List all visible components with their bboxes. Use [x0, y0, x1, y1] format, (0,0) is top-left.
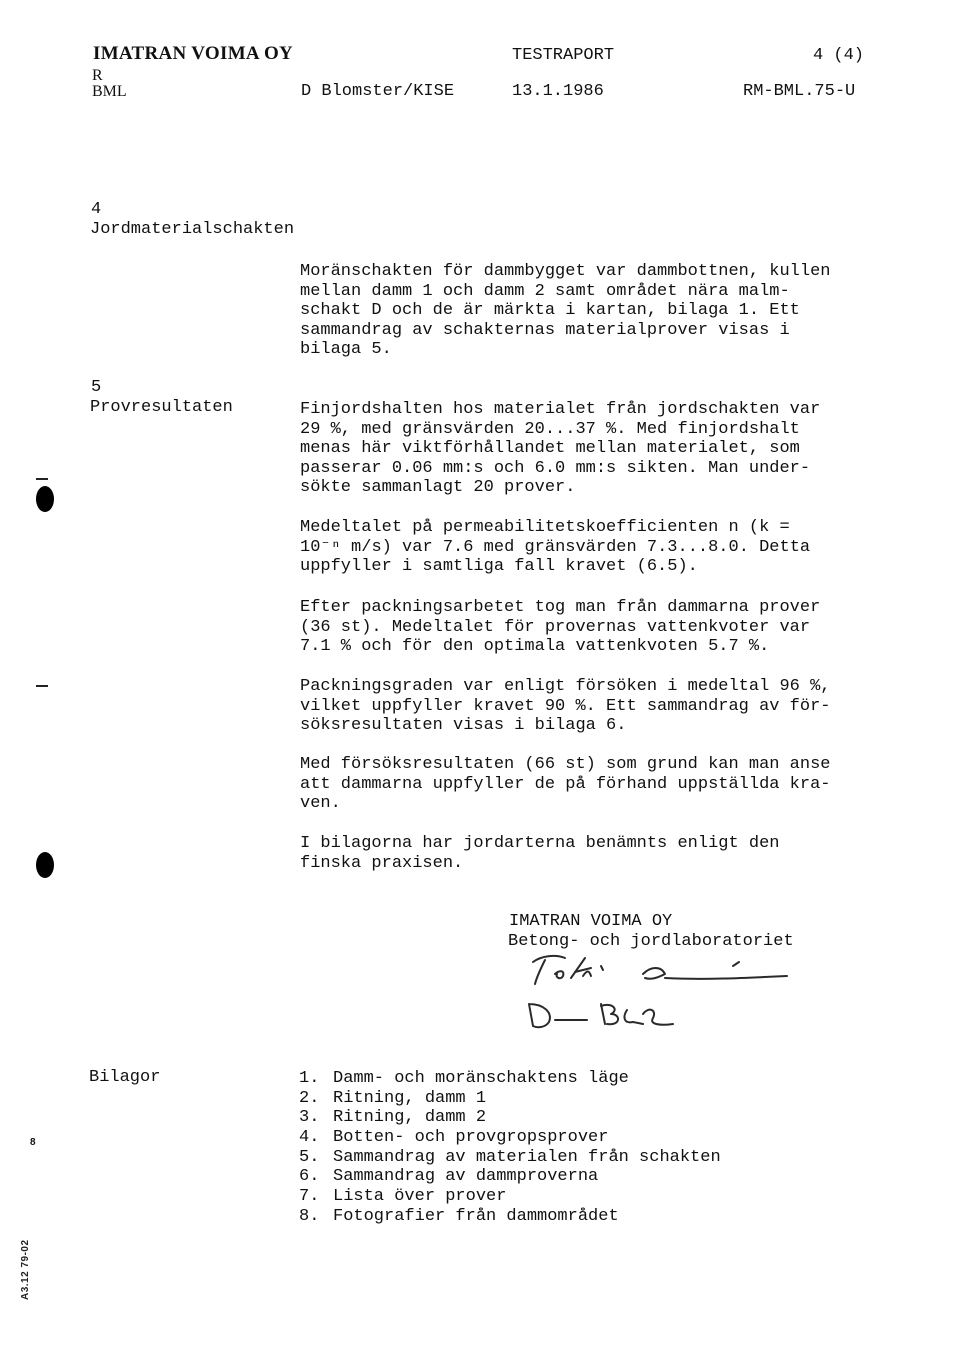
document-type: TESTRAPORT [512, 46, 615, 65]
form-code: A3.12 79-02 [20, 1239, 31, 1300]
section-5-paragraph-1: Finjordshalten hos materialet från jordschakten var 29 %, med gränsvärden 20...37 %. Med finjordshalt menas här viktförhållandet mellan materialet, som passerar 0.06 mm:s och 6.0 mm:s sikten. Man under- sökte sammanlagt 20 prover. [300, 400, 821, 498]
report-number: RM-BML.75-U [743, 82, 856, 101]
appendices-label: Bilagor [89, 1068, 161, 1087]
section-5-title: Provresultaten [90, 398, 233, 417]
list-item: 5. Sammandrag av materialen från schakten [299, 1147, 721, 1167]
list-item: 2. Ritning, damm 1 [299, 1088, 487, 1108]
section-5-number: 5 [91, 378, 102, 397]
punch-hole-icon [36, 852, 54, 878]
section-5-paragraph-5: Med försöksresultaten (66 st) som grund kan man anse att dammarna uppfyller de på förhand uppställda kra- ven. [300, 755, 831, 814]
list-item: 7. Lista över prover [299, 1187, 507, 1207]
section-4-number: 4 [91, 200, 102, 219]
list-item: 3. Ritning, damm 2 [299, 1108, 487, 1128]
signature-org: IMATRAN VOIMA OY [509, 912, 673, 931]
list-item: 6. Sammandrag av dammproverna [299, 1167, 599, 1187]
punch-hole-icon [36, 486, 54, 512]
section-5-paragraph-3: Efter packningsarbetet tog man från dammarna prover (36 st). Medeltalet för provernas vattenkvoter var 7.1 % och för den optimala vattenkvoten 5.7 %. [300, 598, 821, 657]
author: D Blomster/KISE [301, 82, 455, 101]
section-4-title: Jordmaterialschakten [90, 220, 295, 239]
page-number: 4 (4) [813, 46, 865, 65]
list-item: 8. Fotografier från dammområdet [299, 1206, 619, 1226]
appendices-list [299, 1069, 859, 1227]
list-item: 4. Botten- och provgropsprover [299, 1128, 609, 1148]
report-date: 13.1.1986 [512, 82, 604, 101]
section-5-paragraph-4: Packningsgraden var enligt försöken i medeltal 96 %, vilket uppfyller kravet 90 %. Ett sammandrag av för- söksresultaten visas i bilaga 6. [300, 677, 831, 736]
section-5-paragraph-2: Medeltalet på permeabilitetskoefficienten n (k = 10⁻ⁿ m/s) var 7.6 med gränsvärden 7.3...8.0. Detta uppfyller i samtliga fall kravet (6.5). [300, 518, 811, 577]
margin-dash [36, 478, 48, 480]
section-4-paragraph: Moränschakten för dammbygget var dammbottnen, kullen mellan damm 1 och damm 2 samt området nära malm- schakt D och de är märkta i kartan, bilaga 1. Ett sammandrag av schakternas materialprover visas i bilaga 5. [300, 262, 831, 360]
section-5-paragraph-6: I bilagorna har jordarterna benämnts enligt den finska praxisen. [300, 834, 780, 873]
header-code-r: R [92, 67, 103, 84]
company-name: IMATRAN VOIMA OY [93, 43, 294, 64]
handwritten-signature-icon [525, 948, 805, 1038]
signature-department: Betong- och jordlaboratoriet [508, 932, 794, 951]
margin-dash [36, 685, 48, 687]
margin-mark: 8 [30, 1137, 36, 1148]
header-code-bml: BML [92, 83, 127, 100]
list-item: 1. Damm- och moränschaktens läge [299, 1069, 629, 1088]
